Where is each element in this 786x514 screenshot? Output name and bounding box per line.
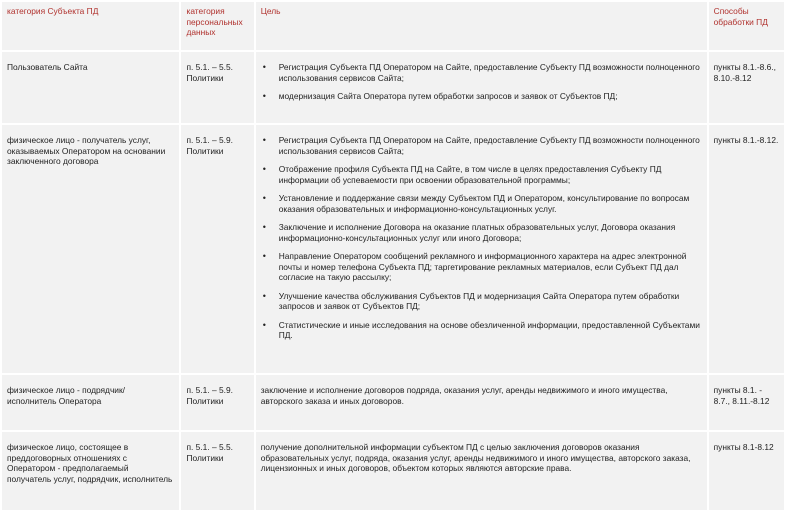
- subject-cell: физическое лицо, состоящее в преддоговорных отношениях с Оператором - предполагаемый получатель услуг, подрядчик, исполнитель: [2, 432, 179, 510]
- purpose-list-item: • Отображение профиля Субъекта ПД на Сайте, в том числе в целях предоставления Субъекту ПД информации об успеваемости при освоении образовательной программы;: [261, 164, 702, 185]
- table-row: [2, 52, 784, 123]
- methods-cell: пункты 8.1. - 8.7., 8.11.-8.12: [709, 375, 784, 430]
- table-row: [2, 432, 784, 510]
- purpose-list-item: • Установление и поддержание связи между Субъектом ПД и Оператором, консультирование по вопросам оказания образовательных и информационно-консультационных услуг.: [261, 193, 702, 214]
- subject-cell: Пользователь Сайта: [2, 52, 179, 123]
- purpose-list-item: • Улучшение качества обслуживания Субъектов ПД и модернизация Сайта Оператора путем обработки запросов и заявок от Субъектов ПД;: [261, 291, 702, 312]
- purpose-cell: [256, 52, 707, 123]
- methods-cell: пункты 8.1.-8.12.: [709, 125, 784, 373]
- purpose-cell: заключение и исполнение договоров подряда, оказания услуг, аренды недвижимого и иного имущества, авторского заказа и иных договоров.: [256, 375, 707, 430]
- header-data-category: категория персональных данных: [181, 2, 253, 50]
- methods-cell: пункты 8.1-8.12: [709, 432, 784, 510]
- category-cell: п. 5.1. – 5.9. Политики: [181, 125, 253, 373]
- purpose-list-item: • Регистрация Субъекта ПД Оператором на Сайте, предоставление Субъекту ПД возможности полноценного использования сервисов Сайта;: [261, 135, 702, 156]
- header-row: [2, 2, 784, 50]
- purpose-list-item: • Направление Оператором сообщений рекламного и информационного характера на адрес электронной почты и номер телефона Субъекта ПД; таргетирование рекламных материалов, если Субъект ПД дал согласие на такую рассылку;: [261, 251, 702, 283]
- purpose-cell: получение дополнительной информации субъектом ПД с целью заключения договоров оказания образовательных услуг, подряда, оказания услуг, аренды недвижимого и иного имущества, авторского заказа, лицензионных и иных договоров, объектом которых являются авторские права.: [256, 432, 707, 510]
- header-subject-category: категория Субъекта ПД: [2, 2, 179, 50]
- subject-cell: физическое лицо - получатель услуг, оказываемых Оператором на основании заключенного договора: [2, 125, 179, 373]
- header-purpose: Цель: [256, 2, 707, 50]
- methods-cell: пункты 8.1.-8.6., 8.10.-8.12: [709, 52, 784, 123]
- header-processing-methods: Способы обработки ПД: [709, 2, 784, 50]
- subject-cell: физическое лицо - подрядчик/ исполнитель Оператора: [2, 375, 179, 430]
- category-cell: п. 5.1. – 5.9. Политики: [181, 375, 253, 430]
- purpose-cell: [256, 125, 707, 373]
- purpose-list-item: • Регистрация Субъекта ПД Оператором на Сайте, предоставление Субъекту ПД возможности полноценного использования сервисов Сайта;: [261, 62, 702, 83]
- purpose-list-item: • Заключение и исполнение Договора на оказание платных образовательных услуг, Договора оказания информационно-консультационных услуг или иного Договора;: [261, 222, 702, 243]
- category-cell: п. 5.1. – 5.5. Политики: [181, 52, 253, 123]
- purpose-list-item: • Статистические и иные исследования на основе обезличенной информации, предоставленной Субъектами ПД.: [261, 320, 702, 341]
- category-cell: п. 5.1. – 5.5. Политики: [181, 432, 253, 510]
- table-row: [2, 375, 784, 430]
- purpose-list-item: • модернизация Сайта Оператора путем обработки запросов и заявок от Субъектов ПД;: [261, 91, 702, 102]
- table-row: [2, 125, 784, 373]
